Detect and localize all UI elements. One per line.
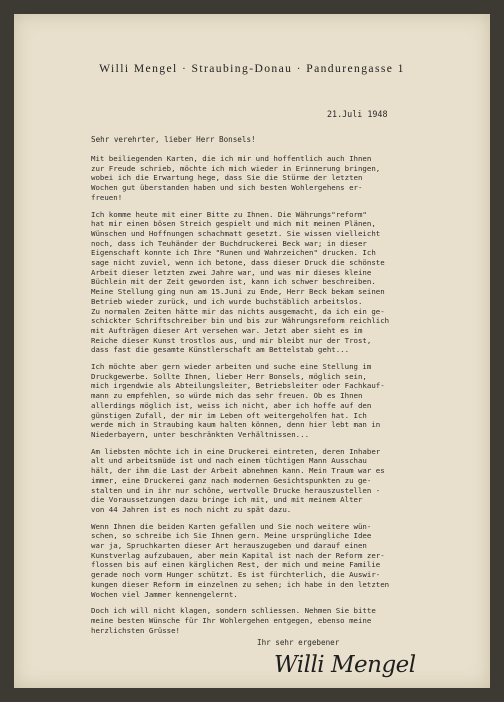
text-line: kungen dieser Reform im einzelnen zu sehen; ich habe in den letzten	[91, 579, 390, 589]
text-line: Ich komme heute mit einer Bitte zu Ihnen. Die Währungs"reform"	[91, 209, 367, 219]
text-line: herzlichsten Grüsse!	[91, 625, 180, 635]
text-line: Druckgewerbe. Sollte Ihnen, lieber Herr Bonsels, möglich sein,	[91, 371, 367, 381]
text-line: Niederbayern, unter beschränkten Verhältnissen...	[91, 429, 310, 439]
letter-body	[91, 154, 486, 642]
text-line: Wochen gut überstanden haben und sich besten Wohlergehens er-	[91, 183, 363, 193]
text-line: freuen!	[91, 192, 123, 202]
text-line: Reiche dieser Kunst trostlos aus, und mir bleibt nur der Trost,	[91, 335, 372, 345]
paragraph	[91, 210, 486, 356]
paragraph	[91, 447, 486, 515]
salutation: Sehr verehrter, lieber Herr Bonsels!	[91, 135, 256, 144]
text-line: Kunstverlag aufzubauen, aber mein Kapital ist nach der Reform zer-	[91, 550, 385, 560]
paragraph	[91, 606, 486, 635]
text-line: Wochen viel Jammer kennengelernt.	[91, 589, 238, 599]
text-line: immer, eine Druckerei ganz nach modernen Gesichtspunkten zu ge-	[91, 475, 372, 485]
text-line: schickter Schriftschreiber bin und bis zur Währungsreform reichlich	[91, 316, 390, 326]
text-line: werde mich in Straubing kaum halten können, denn hier lebt man in	[91, 420, 381, 430]
letterhead: Willi Mengel · Straubing-Donau · Pandurengasse 1	[99, 62, 405, 75]
text-line: Doch ich will nicht klagen, sondern schliessen. Nehmen Sie bitte	[91, 606, 376, 616]
text-line: mit Aufträgen dieser Art versehen war. Jetzt aber sieht es im	[91, 325, 363, 335]
paragraph	[91, 154, 486, 203]
text-line: gerade noch vorm Hunger schützt. Es ist fürchterlich, die Auswir-	[91, 570, 381, 580]
text-line: alt und arbeitsmüde ist und nach einem tüchtigen Mann Ausschau	[91, 456, 367, 466]
signature: Willi Mengel	[274, 652, 416, 678]
text-line: wobei ich die Erwartung hege, dass Sie die Stürme der letzten	[91, 173, 363, 183]
text-line: allerdings möglich ist, weiss ich nicht, aber ich hoffe auf den	[91, 400, 372, 410]
text-line: sage nicht zuviel, wenn ich betone, dass dieser Druck die schönste	[91, 258, 385, 268]
text-line: schen, so schreibe ich Sie Ihnen gern. Meine ursprüngliche Idee	[91, 531, 372, 541]
text-line: Betrieb wieder zurück, und ich wurde buchstäblich arbeitslos.	[91, 296, 363, 306]
closing: Ihr sehr ergebener	[257, 638, 340, 647]
text-line: Büchlein mit der Zeit geworden ist, kann ich schwer beschreiben.	[91, 277, 376, 287]
text-line: hält, der ihm die Last der Arbeit abnehmen kann. Mein Traum war es	[91, 466, 385, 476]
text-line: Mit beiliegenden Karten, die ich mir und hoffentlich auch Ihnen	[91, 154, 372, 163]
paragraph	[91, 362, 486, 440]
text-line: Arbeit dieser letzten zwei Jahre war, und was mir dieses kleine	[91, 267, 372, 277]
text-line: Wünschen und Hoffnungen schachmatt gesetzt. Sie wissen vielleicht	[91, 228, 381, 238]
text-line: Am liebsten möchte ich in eine Druckerei eintreten, deren Inhaber	[91, 446, 381, 456]
paragraph	[91, 522, 486, 600]
text-line: von 44 Jahren ist es noch nicht zu spät dazu.	[91, 504, 292, 514]
text-line: war ja, Spruchkarten dieser Art herauszugeben und darauf einen	[91, 541, 367, 551]
text-line: stalten und in ihr nur schöne, wertvolle Drucke herauszustellen -	[91, 485, 381, 495]
text-line: hat mir einen bösen Streich gespielt und mich mit meinen Plänen,	[91, 219, 376, 229]
text-line: Wenn Ihnen die beiden Karten gefallen und Sie noch weitere wün-	[91, 521, 372, 531]
text-line: mann zu empfehlen, so würde mich das sehr freuen. Ob es Ihnen	[91, 391, 363, 401]
letter-date: 21.Juli 1948	[327, 109, 388, 119]
text-line: meine besten Wünsche für Ihr Wohlergehen entgegen, ebenso meine	[91, 615, 372, 625]
text-line: günstigen Zufall, der mir im Leben oft weitergeholfen hat. Ich	[91, 410, 367, 420]
text-line: Ich möchte aber gern wieder arbeiten und suche eine Stellung im	[91, 362, 372, 372]
text-line: die Voraussetzungen dazu bringe ich mit, und mit meinem Alter	[91, 495, 363, 505]
text-line: dass fast die gesamte Künstlerschaft am Bettelstab geht...	[91, 345, 350, 355]
text-line: mich irgendwie als Abteilungsleiter, Betriebsleiter oder Fachkauf-	[91, 381, 385, 391]
text-line: flossen bis auf einen kärglichen Rest, der mich und meine Familie	[91, 560, 381, 570]
letter-sheet	[14, 14, 490, 688]
text-line: Eigenschaft konnte ich Ihre "Runen und Wahrzeichen" drucken. Ich	[91, 248, 376, 258]
text-line: Zu normalen Zeiten hätte mir das nichts ausgemacht, da ich ein ge-	[91, 306, 385, 316]
text-line: zur Freude schrieb, möchte ich mich wieder in Erinnerung bringen,	[91, 163, 381, 173]
text-line: Meine Stellung ging nun am 15.Juni zu Ende, Herr Beck bekam seinen	[91, 287, 385, 297]
text-line: noch, dass ich Teuhänder der Buchdruckerei Beck war; in dieser	[91, 238, 367, 248]
